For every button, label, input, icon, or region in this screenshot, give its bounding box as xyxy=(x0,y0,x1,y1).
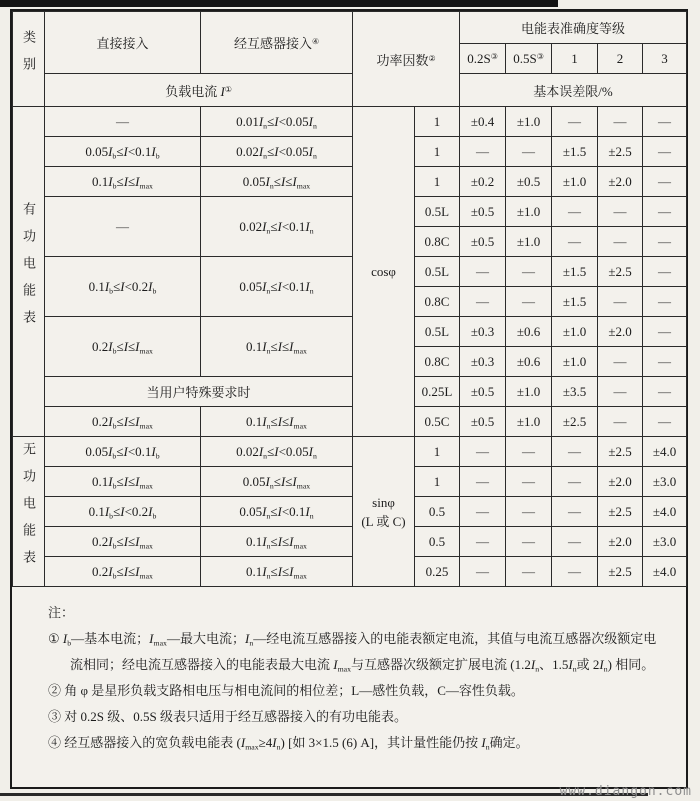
cell-error-1: — xyxy=(552,497,598,527)
cell-error-3: — xyxy=(643,167,687,197)
header-class-1: 1 xyxy=(552,44,598,74)
cell-error-3: — xyxy=(643,107,687,137)
cell-error-2: — xyxy=(598,197,643,227)
header-category-label: 类别 xyxy=(21,30,36,84)
cell-transformer-range: $0.01I_n\le I<0.05I_n$ xyxy=(201,107,353,137)
notes-section xyxy=(12,587,686,756)
cell-pf-value: 0.25L xyxy=(415,377,460,407)
cell-error-0-2s: ±0.5 xyxy=(460,197,506,227)
header-error-limit: 基本误差限/% xyxy=(460,74,687,107)
table-row xyxy=(13,557,687,587)
cell-error-0-2s: ±0.2 xyxy=(460,167,506,197)
cell-error-0-2s: — xyxy=(460,437,506,467)
cell-transformer-range: $0.02I_n\le I<0.05I_n$ xyxy=(201,437,353,467)
cell-error-2: — xyxy=(598,347,643,377)
table-row xyxy=(13,497,687,527)
note-item-1: ① $I_b—$基本电流；$I_{max}—$最大电流；$I_n—$经电流互感器接入的电能表额定电流，其值与电流互感器次级额定电流相同；经电流互感器接入的电能表最大电流 $I_{max}$与互感器次级额定扩展电流 ($1.2I_n$、$1.5I_n$或 $2I_n$) 相同。 xyxy=(48,631,657,674)
cell-error-2: ±2.5 xyxy=(598,557,643,587)
cell-error-3: — xyxy=(643,377,687,407)
cell-error-0-5s: — xyxy=(506,527,552,557)
cell-error-3: ±3.0 xyxy=(643,467,687,497)
cell-pf-value: 1 xyxy=(415,437,460,467)
cell-error-0-2s: — xyxy=(460,257,506,287)
cell-error-2: — xyxy=(598,227,643,257)
cell-error-1: ±1.0 xyxy=(552,167,598,197)
cell-pf-value: 0.5L xyxy=(415,317,460,347)
cell-error-2: ±2.5 xyxy=(598,497,643,527)
cell-error-0-2s: ±0.3 xyxy=(460,317,506,347)
table-frame xyxy=(10,9,688,789)
table-row xyxy=(13,107,687,137)
cell-error-0-2s: — xyxy=(460,467,506,497)
header-row-3 xyxy=(13,74,687,107)
scan-artifact-bottom-band xyxy=(0,793,648,796)
cell-error-1: — xyxy=(552,467,598,497)
cell-error-2: ±2.0 xyxy=(598,317,643,347)
cell-error-0-5s: — xyxy=(506,497,552,527)
section-label-reactive xyxy=(13,437,45,587)
table-row xyxy=(13,317,687,347)
cell-error-1: — xyxy=(552,227,598,257)
cell-direct-range: $0.05I_b\le I<0.1I_b$ xyxy=(45,137,201,167)
header-power-factor: 功率因数② xyxy=(353,12,460,107)
cell-error-2: ±2.0 xyxy=(598,467,643,497)
header-accuracy-class: 电能表准确度等级 xyxy=(460,12,687,44)
cell-error-0-2s: — xyxy=(460,557,506,587)
cell-error-0-5s: ±0.6 xyxy=(506,317,552,347)
cell-pf-value: 0.25 xyxy=(415,557,460,587)
cell-direct-range: $0.05I_b\le I<0.1I_b$ xyxy=(45,437,201,467)
cell-direct-range: — xyxy=(45,107,201,137)
table-row xyxy=(13,257,687,287)
cell-error-2: ±2.5 xyxy=(598,257,643,287)
cell-direct-range: $0.1I_b\le I\le I_{max}$ xyxy=(45,467,201,497)
cell-error-0-5s: — xyxy=(506,137,552,167)
cell-transformer-range: $0.05I_n\le I\le I_{max}$ xyxy=(201,167,353,197)
cell-error-3: — xyxy=(643,257,687,287)
cell-error-0-5s: ±1.0 xyxy=(506,407,552,437)
cell-direct-range: $0.2I_b\le I\le I_{max}$ xyxy=(45,407,201,437)
notes-label: 注： xyxy=(48,605,75,620)
cell-pf-value: 0.5 xyxy=(415,497,460,527)
header-class-0-2s: 0.2S③ xyxy=(460,44,506,74)
cell-pf-value: 0.8C xyxy=(415,287,460,317)
cell-transformer-range: $0.05I_n\le I<0.1I_n$ xyxy=(201,497,353,527)
cell-error-2: — xyxy=(598,287,643,317)
note-item-3: ③ 对 0.2S 级、0.5S 级表只适用于经互感器接入的有功电能表。 xyxy=(48,709,407,724)
cell-error-0-5s: ±1.0 xyxy=(506,227,552,257)
cell-error-1: — xyxy=(552,197,598,227)
pf-symbol-sin xyxy=(353,437,415,587)
cell-transformer-range: $0.02I_n\le I<0.1I_n$ xyxy=(201,197,353,257)
header-row-1 xyxy=(13,12,687,44)
cell-error-3: — xyxy=(643,347,687,377)
cell-error-1: ±3.5 xyxy=(552,377,598,407)
cell-error-3: — xyxy=(643,197,687,227)
cell-transformer-range: $0.02I_n\le I<0.05I_n$ xyxy=(201,137,353,167)
cell-error-0-5s: — xyxy=(506,437,552,467)
cell-error-1: — xyxy=(552,557,598,587)
cell-transformer-range: $0.05I_n\le I\le I_{max}$ xyxy=(201,467,353,497)
table-row xyxy=(13,407,687,437)
accuracy-class-table xyxy=(12,11,687,587)
cell-direct-range: — xyxy=(45,197,201,257)
cell-error-2: ±2.5 xyxy=(598,137,643,167)
cell-error-3: — xyxy=(643,407,687,437)
cell-pf-value: 1 xyxy=(415,467,460,497)
header-class-2: 2 xyxy=(598,44,643,74)
scan-artifact-top-band xyxy=(0,0,558,7)
cell-error-0-5s: — xyxy=(506,467,552,497)
header-transformer-connection: 经互感器接入④ xyxy=(201,12,353,74)
cell-direct-range: $0.1I_b\le I\le I_{max}$ xyxy=(45,167,201,197)
cell-error-2: — xyxy=(598,107,643,137)
cell-error-1: ±1.5 xyxy=(552,137,598,167)
cell-error-0-2s: — xyxy=(460,137,506,167)
table-row xyxy=(13,467,687,497)
cell-error-1: — xyxy=(552,437,598,467)
cell-error-0-5s: ±0.6 xyxy=(506,347,552,377)
cell-transformer-range: $0.1I_n\le I\le I_{max}$ xyxy=(201,407,353,437)
note-item-2: ② 角 φ 是星形负载支路相电压与相电流间的相位差；L—感性负载，C—容性负载。 xyxy=(48,683,524,698)
table-row xyxy=(13,197,687,227)
table-row xyxy=(13,377,687,407)
cell-error-0-5s: — xyxy=(506,287,552,317)
cell-pf-value: 0.5L xyxy=(415,197,460,227)
cell-error-3: — xyxy=(643,317,687,347)
header-category xyxy=(13,12,45,107)
cell-direct-range: $0.1I_b\le I<0.2I_b$ xyxy=(45,257,201,317)
table-row xyxy=(13,137,687,167)
header-direct-connection: 直接接入 xyxy=(45,12,201,74)
cell-error-0-2s: ±0.5 xyxy=(460,377,506,407)
cell-error-0-5s: — xyxy=(506,257,552,287)
cell-direct-range: $0.2I_b\le I\le I_{max}$ xyxy=(45,527,201,557)
cell-error-2: ±2.0 xyxy=(598,527,643,557)
cell-pf-value: 0.5C xyxy=(415,407,460,437)
header-class-3: 3 xyxy=(643,44,687,74)
cell-error-3: ±3.0 xyxy=(643,527,687,557)
cell-error-1: — xyxy=(552,107,598,137)
cell-pf-value: 0.5 xyxy=(415,527,460,557)
cell-error-3: — xyxy=(643,287,687,317)
watermark: www.diangon.com xyxy=(559,784,692,799)
cell-error-1: — xyxy=(552,527,598,557)
cell-error-1: ±1.5 xyxy=(552,287,598,317)
cell-error-2: ±2.0 xyxy=(598,167,643,197)
cell-error-0-5s: ±1.0 xyxy=(506,377,552,407)
cell-transformer-range: $0.05I_n\le I<0.1I_n$ xyxy=(201,257,353,317)
cell-error-0-5s: — xyxy=(506,557,552,587)
cell-error-0-5s: ±1.0 xyxy=(506,107,552,137)
table-row xyxy=(13,527,687,557)
cell-error-1: ±1.5 xyxy=(552,257,598,287)
cell-error-0-2s: — xyxy=(460,287,506,317)
cell-pf-value: 0.5L xyxy=(415,257,460,287)
pf-symbol-cos: cosφ xyxy=(353,107,415,437)
section-label-reactive-text: 无功电能表 xyxy=(21,442,36,577)
cell-error-0-2s: ±0.5 xyxy=(460,227,506,257)
cell-error-3: ±4.0 xyxy=(643,557,687,587)
section-label-active-text: 有功电能表 xyxy=(21,202,36,337)
cell-error-3: — xyxy=(643,137,687,167)
header-class-0-5s: 0.5S③ xyxy=(506,44,552,74)
pf-symbol-sin-line1: sinφ xyxy=(372,494,395,510)
cell-error-2: ±2.5 xyxy=(598,437,643,467)
cell-error-1: ±1.0 xyxy=(552,347,598,377)
cell-error-0-2s: ±0.5 xyxy=(460,407,506,437)
cell-error-0-5s: ±0.5 xyxy=(506,167,552,197)
cell-direct-range: $0.2I_b\le I\le I_{max}$ xyxy=(45,557,201,587)
cell-error-0-5s: ±1.0 xyxy=(506,197,552,227)
header-load-current: 负载电流 I① xyxy=(45,74,353,107)
cell-transformer-range: $0.1I_n\le I\le I_{max}$ xyxy=(201,557,353,587)
cell-error-3: ±4.0 xyxy=(643,437,687,467)
cell-error-0-2s: ±0.3 xyxy=(460,347,506,377)
table-row xyxy=(13,167,687,197)
cell-pf-value: 1 xyxy=(415,107,460,137)
cell-error-3: ±4.0 xyxy=(643,497,687,527)
cell-error-1: ±2.5 xyxy=(552,407,598,437)
cell-pf-value: 0.8C xyxy=(415,227,460,257)
cell-error-0-2s: — xyxy=(460,497,506,527)
cell-pf-value: 0.8C xyxy=(415,347,460,377)
cell-error-0-2s: — xyxy=(460,527,506,557)
cell-transformer-range: $0.1I_n\le I\le I_{max}$ xyxy=(201,317,353,377)
cell-pf-value: 1 xyxy=(415,167,460,197)
section-label-active xyxy=(13,107,45,437)
cell-direct-range: $0.2I_b\le I\le I_{max}$ xyxy=(45,317,201,377)
cell-error-1: ±1.0 xyxy=(552,317,598,347)
cell-error-3: — xyxy=(643,227,687,257)
cell-error-0-2s: ±0.4 xyxy=(460,107,506,137)
table-row xyxy=(13,437,687,467)
cell-error-2: — xyxy=(598,407,643,437)
cell-pf-value: 1 xyxy=(415,137,460,167)
cell-transformer-range: $0.1I_n\le I\le I_{max}$ xyxy=(201,527,353,557)
cell-error-2: — xyxy=(598,377,643,407)
pf-symbol-sin-line2: (L 或 C) xyxy=(361,513,406,529)
note-item-4: ④ 经互感器接入的宽负载电能表 $(I_{max}\ge 4I_n)$ [如 3×1.5 (6) A]，其计量性能仍按 $I_n$确定。 xyxy=(48,735,529,752)
cell-direct-range: $0.1I_b\le I<0.2I_b$ xyxy=(45,497,201,527)
cell-special-requirement: 当用户特殊要求时 xyxy=(45,377,353,407)
